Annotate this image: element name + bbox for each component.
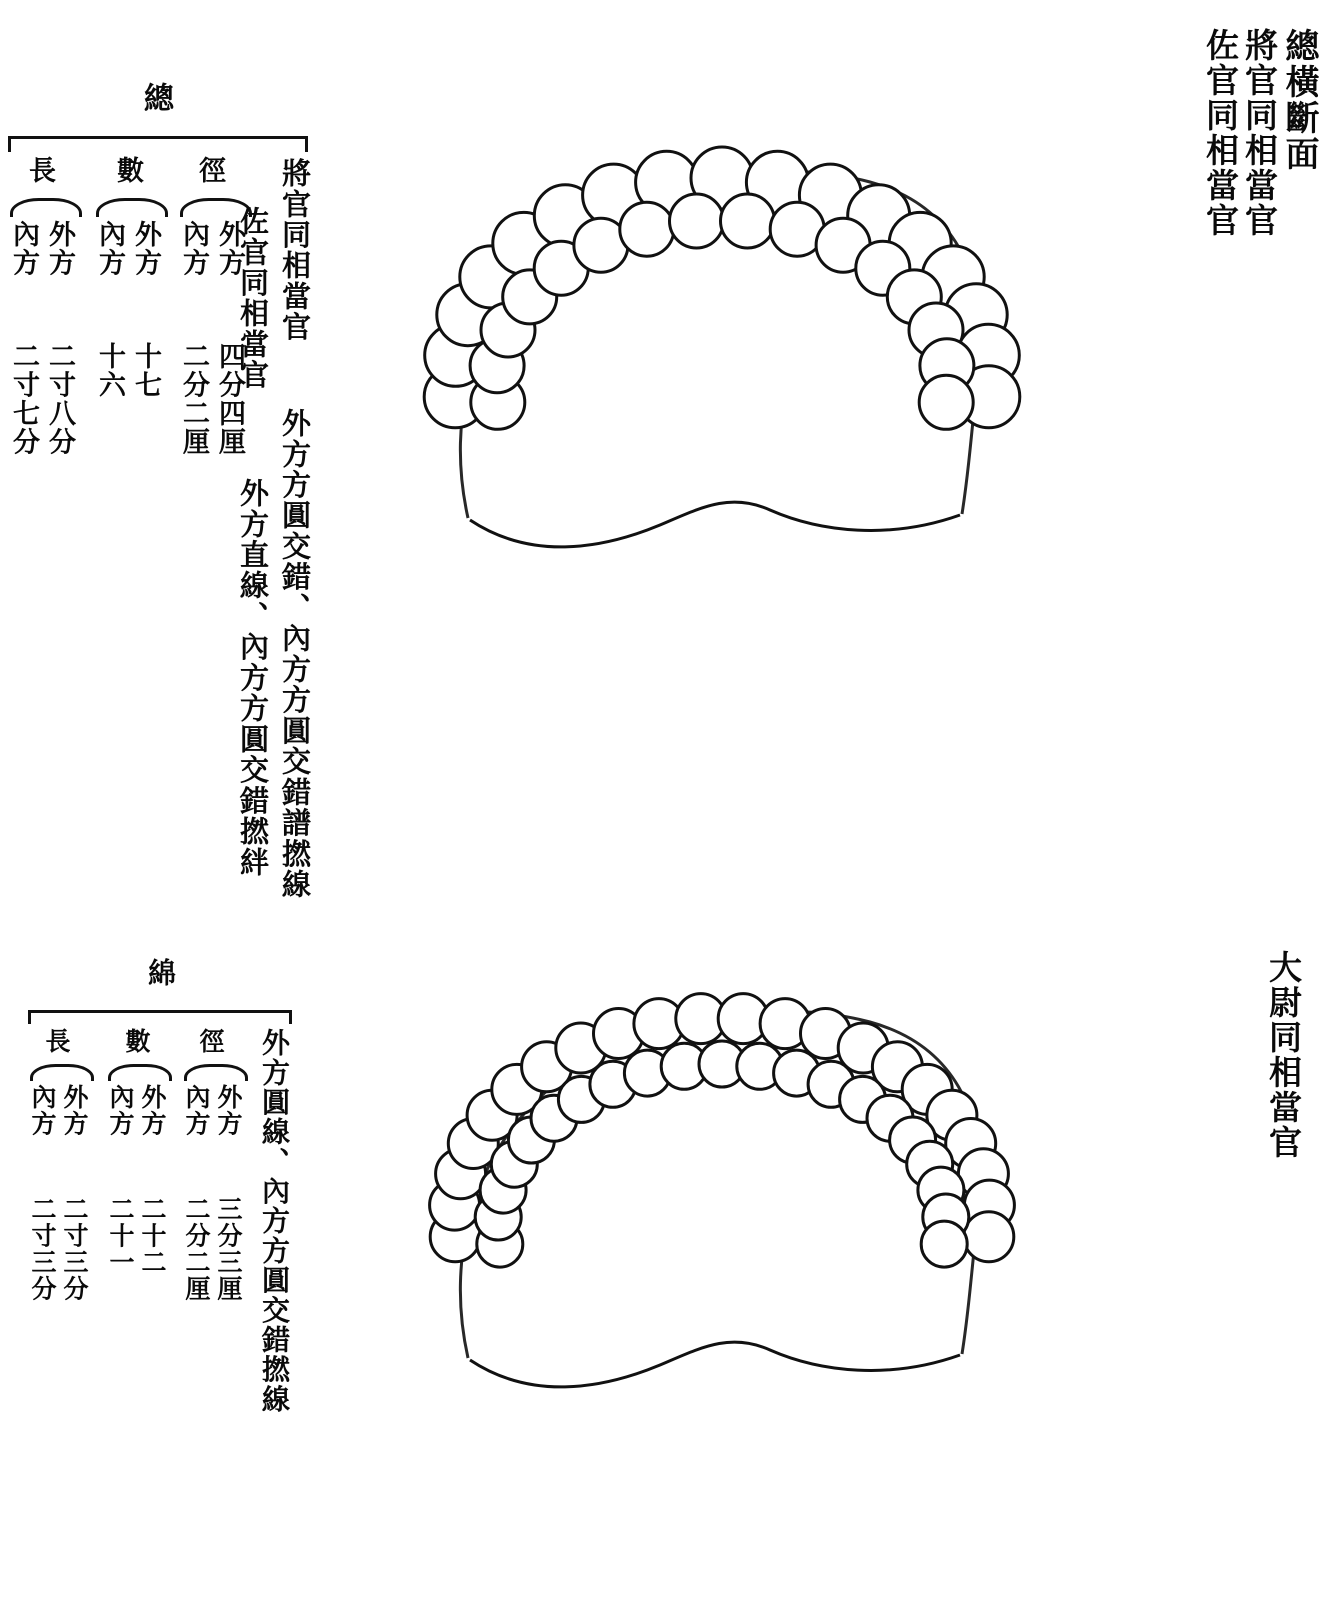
epaulette-cross-section-bottom-svg — [350, 960, 1070, 1410]
table-top-count-inner-label: 內方 — [94, 220, 125, 278]
bead — [919, 375, 973, 429]
table-bottom-length-inner-label: 內方 — [28, 1084, 57, 1137]
table-top-diameter-inner-label: 內方 — [178, 220, 209, 278]
table-top-rule — [8, 136, 308, 139]
table-bottom-brace-title: 綿 — [144, 958, 177, 988]
table-bottom-diameter-inner-label: 內方 — [182, 1084, 211, 1137]
table-bottom-rule — [28, 1010, 292, 1013]
table-bottom-diameter-outer-value: 三分三厘 — [214, 1196, 243, 1302]
table-bottom-brace-length — [30, 1064, 94, 1081]
heading-line-3: 佐官同相當官 — [1201, 28, 1240, 238]
spec-table-top — [8, 78, 328, 900]
table-top-brace-count — [96, 198, 168, 217]
table-bottom-brace-diameter — [184, 1064, 248, 1081]
bead — [964, 1212, 1014, 1262]
table-bottom-note-1: 外方圓線、內方方圓交錯撚線 — [258, 1028, 291, 1414]
table-bottom-length-inner-value: 二寸三分 — [28, 1196, 57, 1302]
table-top-length-outer-value: 二寸八分 — [44, 342, 75, 457]
table-top-diameter-outer-label: 外方 — [214, 220, 245, 278]
table-bottom-length-outer-label: 外方 — [60, 1084, 89, 1137]
table-bottom-diameter-outer-label: 外方 — [214, 1084, 243, 1137]
bead — [921, 1221, 967, 1267]
table-top-head-count: 數 — [112, 156, 143, 185]
bead — [620, 202, 674, 256]
table-top-head-diameter: 徑 — [194, 156, 225, 185]
table-top-note-4: 外方直線、內方方圓交錯撚絆 — [236, 478, 270, 878]
table-top-diameter-outer-value: 四分四厘 — [214, 342, 245, 457]
diagram-bottom — [350, 960, 1070, 1414]
table-bottom-rule-tick-right — [289, 1010, 292, 1024]
table-top-brace-length — [10, 198, 82, 217]
heading-line-2: 將官同相當官 — [1240, 28, 1279, 238]
bead — [670, 194, 724, 248]
table-bottom-count-inner-value: 二十一 — [106, 1196, 135, 1276]
table-bottom-head-count: 數 — [122, 1028, 151, 1055]
table-top-brace-title: 總 — [138, 82, 173, 114]
table-top-rule-tick-left — [8, 136, 11, 152]
table-top-length-inner-value: 二寸七分 — [8, 342, 39, 457]
table-bottom-count-inner-label: 內方 — [106, 1084, 135, 1137]
spec-table-bottom — [28, 958, 328, 1414]
table-top-length-inner-label: 內方 — [8, 220, 39, 278]
table-top-note-3: 外方方圓交錯、內方方圓交錯譜撚線 — [278, 408, 312, 900]
bead — [721, 194, 775, 248]
table-bottom-count-outer-value: 二十二 — [138, 1196, 167, 1276]
table-top-count-outer-label: 外方 — [130, 220, 161, 278]
table-top-note-2: 佐官同相當官 — [236, 206, 270, 391]
table-top-rule-tick-right — [305, 136, 308, 152]
table-top-note-1: 將官同相當官 — [278, 158, 312, 343]
heading-title: 總橫斷面 — [1279, 28, 1319, 173]
table-top-count-outer-value: 十七 — [130, 342, 161, 400]
table-bottom-diameter-inner-value: 二分二厘 — [182, 1196, 211, 1302]
table-bottom-rule-tick-left — [28, 1010, 31, 1024]
table-bottom-head-diameter: 徑 — [196, 1028, 225, 1055]
table-top-length-outer-label: 外方 — [44, 220, 75, 278]
table-bottom-count-outer-label: 外方 — [138, 1084, 167, 1137]
table-bottom-length-outer-value: 二寸三分 — [60, 1196, 89, 1302]
section-label-daii — [1264, 950, 1303, 1164]
table-top-count-inner-value: 十六 — [94, 342, 125, 400]
epaulette-cross-section-top-svg — [350, 120, 1070, 570]
diagram-top — [350, 120, 1070, 574]
table-bottom-brace-count — [108, 1064, 172, 1081]
table-top-head-length: 長 — [24, 156, 55, 185]
page-heading — [1201, 28, 1319, 238]
table-bottom-head-length: 長 — [42, 1028, 71, 1055]
table-top-diameter-inner-value: 二分二厘 — [178, 342, 209, 457]
mid-label-text: 大尉同相當官 — [1264, 950, 1303, 1160]
